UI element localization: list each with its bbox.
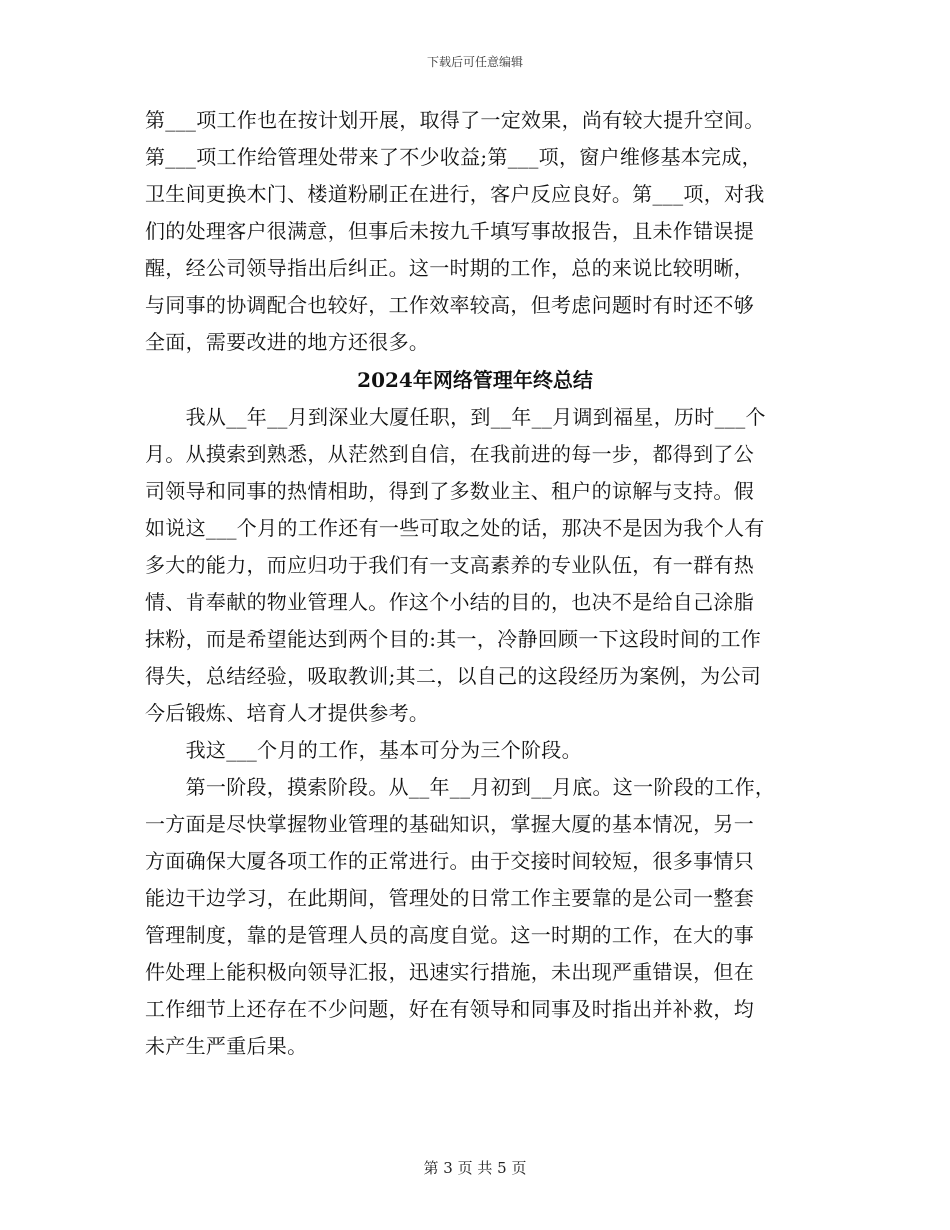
text-line: 卫生间更换木门、楼道粉刷正在进行，客户反应良好。第___项，对我 — [145, 182, 765, 206]
text-line: 我从__年__月到深业大厦任职，到__年__月调到福星，历时___个 — [145, 405, 766, 429]
document-body — [145, 102, 805, 1065]
text-line: 今后锻炼、培育人才提供参考。 — [145, 701, 430, 725]
text-line: 工作细节上还存在不少问题，好在有领导和同事及时指出并补救，均 — [145, 997, 754, 1021]
text-line: 能边干边学习，在此期间，管理处的日常工作主要靠的是公司一整套 — [145, 886, 754, 910]
text-line: 管理制度，靠的是管理人员的高度自觉。这一时期的工作，在大的事 — [145, 923, 754, 947]
page-number: 第 3 页 共 5 页 — [423, 1159, 527, 1177]
text-line: 情、肯奉献的物业管理人。作这个小结的目的，也决不是给自己涂脂 — [145, 590, 754, 614]
text-line: 多大的能力，而应归功于我们有一支高素养的专业队伍，有一群有热 — [145, 553, 754, 577]
text-line: 方面确保大厦各项工作的正常进行。由于交接时间较短，很多事情只 — [145, 849, 754, 873]
text-line: 件处理上能积极向领导汇报，迅速实行措施，未出现严重错误，但在 — [145, 960, 754, 984]
text-line: 得失，总结经验，吸取教训;其二，以自己的这段经历为案例，为公司 — [145, 664, 762, 688]
text-line: 如说这___个月的工作还有一些可取之处的话，那决不是因为我个人有 — [145, 516, 765, 540]
text-line: 第___项工作也在按计划开展，取得了一定效果，尚有较大提升空间。 — [145, 108, 765, 132]
text-line: 们的处理客户很满意，但事后未按九千填写事故报告，且未作错误提 — [145, 219, 754, 243]
text-line: 未产生严重后果。 — [145, 1034, 308, 1058]
text-line: 我这___个月的工作，基本可分为三个阶段。 — [145, 738, 582, 762]
text-line: 司领导和同事的热情相助，得到了多数业主、租户的谅解与支持。假 — [145, 479, 754, 503]
text-line: 一方面是尽快掌握物业管理的基础知识，掌握大厦的基本情况，另一 — [145, 812, 754, 836]
text-line: 第一阶段，摸索阶段。从__年__月初到__月底。这一阶段的工作， — [145, 775, 776, 799]
text-line: 月。从摸索到熟悉，从茫然到自信，在我前进的每一步，都得到了公 — [145, 442, 754, 466]
text-line: 醒，经公司领导指出后纠正。这一时期的工作，总的来说比较明晰， — [145, 256, 754, 280]
section-heading: 2024年网络管理年终总结 — [357, 368, 593, 392]
text-line: 第___项工作给管理处带来了不少收益;第___项，窗户维修基本完成， — [145, 145, 762, 169]
page-header: 下载后可任意编辑 — [426, 55, 523, 69]
text-line: 抹粉，而是希望能达到两个目的:其一，冷静回顾一下这段时间的工作 — [145, 627, 762, 651]
text-line: 全面，需要改进的地方还很多。 — [145, 330, 430, 354]
text-line: 与同事的协调配合也较好，工作效率较高，但考虑问题时有时还不够 — [145, 293, 754, 317]
